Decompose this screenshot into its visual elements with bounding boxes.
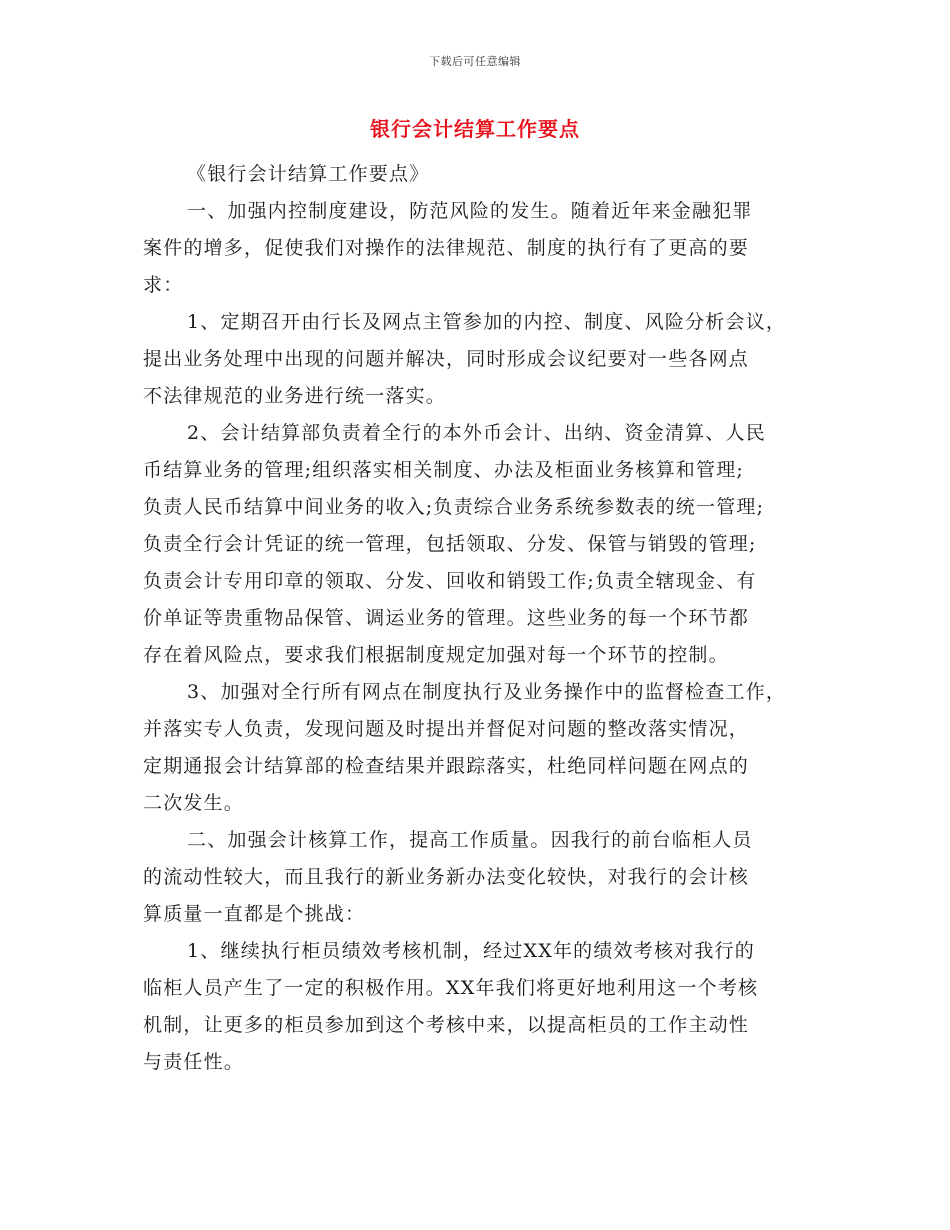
text-line: 1、继续执行柜员绩效考核机制，经过XX年的绩效考核对我行的 — [187, 940, 755, 962]
text-line: 负责会计专用印章的领取、分发、回收和销毁工作;负责全辖现金、有 — [143, 570, 757, 592]
text-line: 并落实专人负责，发现问题及时提出并督促对问题的整改落实情况， — [143, 718, 750, 740]
text-line: 《银行会计结算工作要点》 — [187, 163, 430, 185]
text-line: 临柜人员产生了一定的积极作用。XX年我们将更好地利用这一个考核 — [143, 977, 759, 999]
text-line: 负责全行会计凭证的统一管理，包括领取、分发、保管与销毁的管理; — [143, 533, 757, 555]
text-line: 价单证等贵重物品保管、调运业务的管理。这些业务的每一个环节都 — [143, 607, 750, 629]
text-line: 机制，让更多的柜员参加到这个考核中来，以提高柜员的工作主动性 — [143, 1014, 750, 1036]
text-line: 3、加强对全行所有网点在制度执行及业务操作中的监督检查工作， — [187, 681, 787, 703]
text-line: 定期通报会计结算部的检查结果并跟踪落实，杜绝同样问题在网点的 — [143, 755, 750, 777]
text-line: 算质量一直都是个挑战： — [143, 903, 366, 925]
text-line: 1、定期召开由行长及网点主管参加的内控、制度、风险分析会议， — [187, 311, 787, 333]
header-note: 下载后可任意编辑 — [429, 55, 521, 68]
text-line: 币结算业务的管理;组织落实相关制度、办法及柜面业务核算和管理; — [143, 459, 745, 481]
text-line: 提出业务处理中出现的问题并解决，同时形成会议纪要对一些各网点 — [143, 348, 750, 370]
text-line: 一、加强内控制度建设，防范风险的发生。随着近年来金融犯罪 — [187, 200, 753, 222]
text-line: 求： — [143, 274, 184, 296]
text-line: 案件的增多，促使我们对操作的法律规范、制度的执行有了更高的要 — [143, 237, 750, 259]
text-line: 存在着风险点，要求我们根据制度规定加强对每一个环节的控制。 — [143, 644, 729, 666]
text-line: 不法律规范的业务进行统一落实。 — [143, 385, 447, 407]
text-line: 二次发生。 — [143, 792, 245, 814]
text-line: 2、会计结算部负责着全行的本外币会计、出纳、资金清算、人民 — [187, 422, 766, 444]
text-line: 二、加强会计核算工作，提高工作质量。因我行的前台临柜人员 — [187, 829, 753, 851]
document-title: 银行会计结算工作要点 — [370, 117, 580, 141]
text-line: 负责人民币结算中间业务的收入;负责综合业务系统参数表的统一管理; — [143, 496, 765, 518]
text-line: 的流动性较大，而且我行的新业务新办法变化较快，对我行的会计核 — [143, 866, 750, 888]
document-body — [143, 156, 815, 1081]
text-line: 与责任性。 — [143, 1051, 245, 1073]
